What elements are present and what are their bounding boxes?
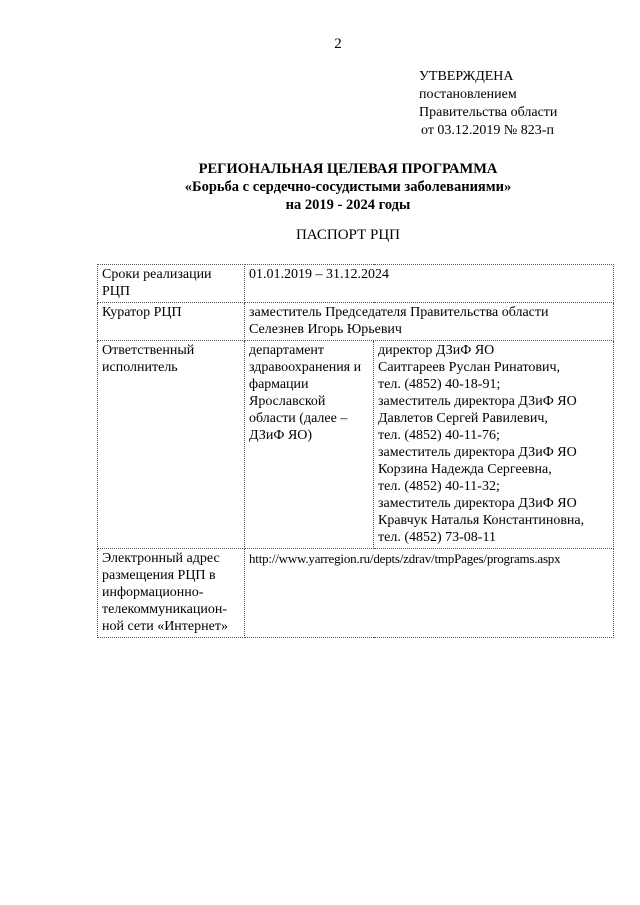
page-number: 2 (334, 36, 342, 52)
contact-line: тел. (4852) 40-11-32; (378, 479, 500, 494)
table-row-period (98, 265, 614, 303)
passport-title: ПАСПОРТ РЦП (295, 227, 401, 243)
url-value (245, 549, 614, 638)
contact-line: тел. (4852) 73-08-11 (378, 530, 496, 545)
approval-stamp (419, 68, 557, 140)
url-label-line: ной сети «Интернет» (102, 619, 228, 634)
program-title-line-1: РЕГИОНАЛЬНАЯ ЦЕЛЕВАЯ ПРОГРАММА (198, 161, 498, 177)
curator-label: Куратор РЦП (98, 303, 245, 341)
executor-department (245, 341, 374, 549)
contact-line: заместитель директора ДЗиФ ЯО (378, 496, 577, 511)
url-label-line: размещения РЦП в (102, 568, 216, 583)
url-label (98, 549, 245, 638)
department-line: здравоохранения и (249, 360, 362, 375)
approval-line-4: от 03.12.2019 № 823-п (421, 123, 554, 138)
table-row-executor (98, 341, 614, 549)
contact-line: директор ДЗиФ ЯО (378, 343, 495, 358)
contact-line: Саитгареев Руслан Ринатович, (378, 360, 561, 375)
table-row-url (98, 549, 614, 638)
department-line: ДЗиФ ЯО) (249, 428, 313, 443)
contact-line: Кравчук Наталья Константиновна, (378, 513, 585, 528)
executor-label-line-2: исполнитель (102, 360, 178, 375)
program-title (0, 160, 640, 214)
program-title-line-2: «Борьба с сердечно-сосудистыми заболеваниями» (184, 179, 512, 195)
contact-line: тел. (4852) 40-18-91; (378, 377, 501, 392)
contact-line: Корзина Надежда Сергеевна, (378, 462, 552, 477)
contact-line: заместитель директора ДЗиФ ЯО (378, 394, 577, 409)
contact-line: заместитель директора ДЗиФ ЯО (378, 445, 577, 460)
executor-label (98, 341, 245, 549)
program-title-line-3: на 2019 - 2024 годы (285, 197, 411, 213)
period-label (98, 265, 245, 303)
approval-line-1: УТВЕРЖДЕНА (419, 69, 514, 84)
approval-line-2: постановлением (419, 87, 517, 102)
table-row-curator (98, 303, 614, 341)
period-label-line-2: РЦП (102, 284, 131, 299)
passport-table (97, 264, 614, 638)
contact-line: Давлетов Сергей Равилевич, (378, 411, 548, 426)
department-line: Ярославской (249, 394, 326, 409)
period-label-line-1: Сроки реализации (102, 267, 212, 282)
contact-line: тел. (4852) 40-11-76; (378, 428, 500, 443)
period-value: 01.01.2019 – 31.12.2024 (245, 265, 614, 303)
department-line: фармации (249, 377, 309, 392)
approval-line-3: Правительства области (419, 105, 558, 120)
url-label-line: информационно- (102, 585, 204, 600)
url-label-line: Электронный адрес (102, 551, 220, 566)
curator-value (245, 303, 614, 341)
curator-value-line-1: заместитель Председателя Правительства области (249, 305, 549, 320)
executor-contacts (374, 341, 614, 549)
executor-label-line-1: Ответственный (102, 343, 195, 358)
curator-value-line-2: Селезнев Игорь Юрьевич (249, 322, 402, 337)
department-line: департамент (249, 343, 325, 358)
url-label-line: телекоммуникацион- (102, 602, 228, 617)
department-line: области (далее – (249, 411, 348, 426)
program-url-link[interactable]: http://www.yarregion.ru/depts/zdrav/tmpPages/programs.aspx (249, 551, 561, 566)
